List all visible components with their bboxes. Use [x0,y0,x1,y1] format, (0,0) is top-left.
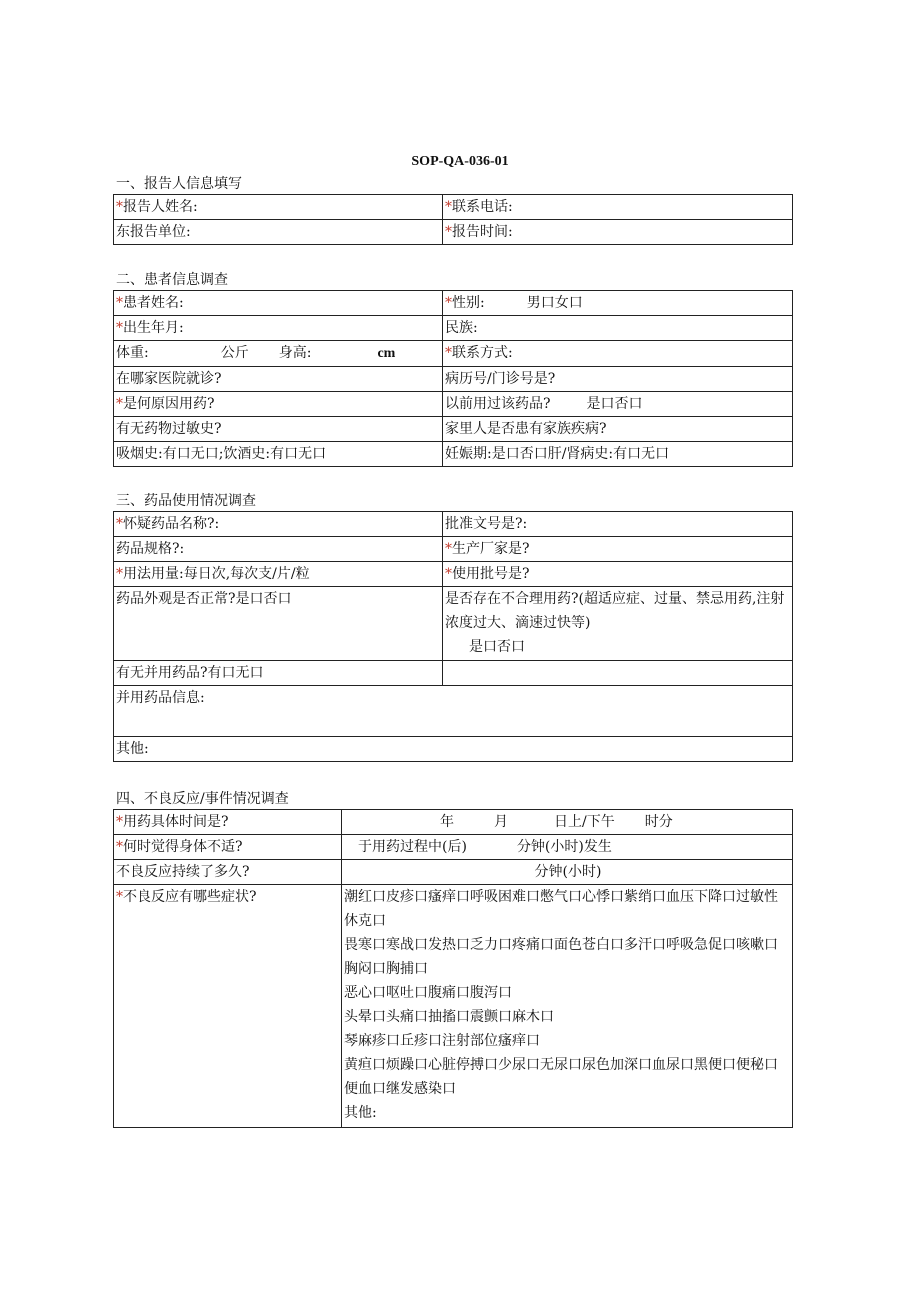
symptoms-label: 不良反应有哪些症状? [123,889,257,905]
required-mark: * [445,541,452,557]
time-day: 日上/下午 [554,814,615,830]
use-time-label-cell [114,810,342,835]
reason-field[interactable] [114,392,443,417]
smoke-drink-label: 吸烟史:有口无口;饮酒史:有口无口 [116,446,327,462]
reporter-info-table [113,194,793,245]
time-minute: 时分 [644,814,673,830]
record-no-field[interactable] [443,367,793,392]
section-title-drug: 三、药品使用情况调查 [116,493,256,509]
time-month: 月 [494,814,508,830]
used-before-options[interactable]: 是口否口 [586,396,643,412]
section-title-reporter: 一、报告人信息填写 [116,176,242,192]
onset-label: 何时觉得身体不适? [123,839,243,855]
required-mark: * [116,839,123,855]
hospital-label: 在哪家医院就诊? [116,371,222,387]
combined-drug-field[interactable] [114,661,443,686]
duration-field[interactable] [342,860,793,885]
appearance-label: 药品外观是否正常?是口否口 [116,591,292,607]
symptom-group[interactable]: 恶心口呕吐口腹痛口腹泻口 [344,985,512,1001]
family-history-label: 家里人是否患有家族疾病? [445,421,607,437]
report-unit-field[interactable] [114,220,443,245]
reaction-table [113,809,793,1128]
birth-label: 出生年月: [123,320,184,336]
used-before-label: 以前用过该药品? [445,396,551,412]
manufacturer-label: 生产厂家是? [452,541,530,557]
contact-phone-field[interactable] [443,195,793,220]
symptom-group[interactable]: 黄疸口烦躁口心脏停搏口少尿口无尿口尿色加深口血尿口黑便口便秘口便血口继发感染口 [344,1057,778,1097]
required-mark: * [445,199,452,215]
duration-label-cell [114,860,342,885]
gender-options[interactable]: 男口女口 [526,295,583,311]
ethnicity-field[interactable] [443,316,793,341]
symptoms-label-cell [114,885,342,1128]
onset-value-prefix: 于用药过程中(后) [358,839,467,855]
required-mark: * [445,345,452,361]
symptom-group[interactable]: 畏寒口寒战口发热口乏力口疼痛口面色苍白口多汗口呼吸急促口咳嗽口胸闷口胸捕口 [344,937,778,977]
drug-usage-table [113,511,793,762]
required-mark: * [116,566,123,582]
approval-no-field[interactable] [443,512,793,537]
patient-name-field[interactable] [114,291,443,316]
report-time-label: 报告时间: [452,224,513,240]
combined-drug-label: 有无并用药品?有口无口 [116,665,264,681]
hospital-field[interactable] [114,367,443,392]
onset-value-suffix: 分钟(小时)发生 [516,839,612,855]
gender-field[interactable] [443,291,793,316]
reporter-name-field[interactable] [114,195,443,220]
unreasonable-use-label: 是否存在不合理用药?(超适应症、过量、禁忌用药,注射浓度过大、滴速过快等) [445,591,785,631]
section-title-reaction: 四、不良反应/事件情况调查 [116,791,289,807]
birth-field[interactable] [114,316,443,341]
use-time-label: 用药具体时间是? [123,814,229,830]
document-code: SOP-QA-036-01 [411,154,509,169]
weight-height-field[interactable] [114,341,443,367]
batch-no-field[interactable] [443,562,793,587]
batch-no-label: 使用批号是? [452,566,530,582]
drug-name-label: 怀疑药品名称?: [123,516,220,532]
patient-name-label: 患者姓名: [123,295,184,311]
height-label: 身高: [278,345,312,361]
dosage-label: 用法用量:每日次,每次支/片/粒 [123,566,310,582]
onset-label-cell [114,835,342,860]
height-unit: cm [377,346,396,361]
allergy-label: 有无药物过敏史? [116,421,222,437]
allergy-field[interactable] [114,417,443,442]
pregnancy-field[interactable] [443,442,793,467]
section-title-patient: 二、患者信息调查 [116,272,228,288]
weight-label: 体重: [116,345,149,361]
required-mark: * [116,396,123,412]
use-time-field[interactable] [342,810,793,835]
dosage-field[interactable] [114,562,443,587]
appearance-field[interactable] [114,587,443,661]
pregnancy-label: 妊娠期:是口否口肝/肾病史:有口无口 [445,446,670,462]
symptom-group[interactable]: 头晕口头痛口抽搐口震颤口麻木口 [344,1009,554,1025]
combined-info-field[interactable] [114,686,793,737]
smoke-drink-field[interactable] [114,442,443,467]
required-mark: * [445,295,452,311]
time-year: 年 [440,814,454,830]
family-history-field[interactable] [443,417,793,442]
used-before-field[interactable] [443,392,793,417]
duration-label: 不良反应持续了多久? [116,864,250,880]
symptoms-other[interactable]: 其他: [344,1105,377,1121]
drug-name-field[interactable] [114,512,443,537]
symptom-group[interactable]: 琴麻疹口丘疹口注射部位瘙痒口 [344,1033,540,1049]
duration-value: 分钟(小时) [534,864,602,880]
contact-method-field[interactable] [443,341,793,367]
weight-unit: 公斤 [220,345,249,361]
record-no-label: 病历号/门诊号是? [445,371,556,387]
drug-other-label: 其他: [116,741,149,757]
required-mark: * [116,814,123,830]
required-mark: * [116,516,123,532]
drug-other-field[interactable] [114,737,793,762]
spec-label: 药品规格?: [116,541,185,557]
manufacturer-field[interactable] [443,537,793,562]
required-mark: * [116,295,123,311]
combined-drug-empty[interactable] [443,661,793,686]
contact-method-label: 联系方式: [452,345,513,361]
unreasonable-use-options[interactable]: 是口否口 [469,639,525,655]
required-mark: * [116,889,123,905]
required-mark: * [116,320,123,336]
unreasonable-use-field[interactable] [443,587,793,661]
approval-no-label: 批准文号是?: [445,516,528,532]
ethnicity-label: 民族: [445,320,478,336]
contact-phone-label: 联系电话: [452,199,513,215]
reason-label: 是何原因用药? [123,396,215,412]
onset-field[interactable] [342,835,793,860]
required-mark: * [116,199,123,215]
patient-info-table [113,290,793,467]
spec-field[interactable] [114,537,443,562]
required-mark: * [445,566,452,582]
symptom-group[interactable]: 潮红口皮疹口瘙痒口呼吸困难口憋气口心悸口紫绡口血压下降口过敏性休克口 [344,889,778,929]
symptoms-field[interactable] [342,885,793,1128]
reporter-name-label: 报告人姓名: [123,199,198,215]
report-time-field[interactable] [443,220,793,245]
combined-info-label: 并用药品信息: [116,690,205,706]
gender-label: 性别: [452,295,485,311]
report-unit-label: 东报告单位: [116,224,191,240]
required-mark: * [445,224,452,240]
